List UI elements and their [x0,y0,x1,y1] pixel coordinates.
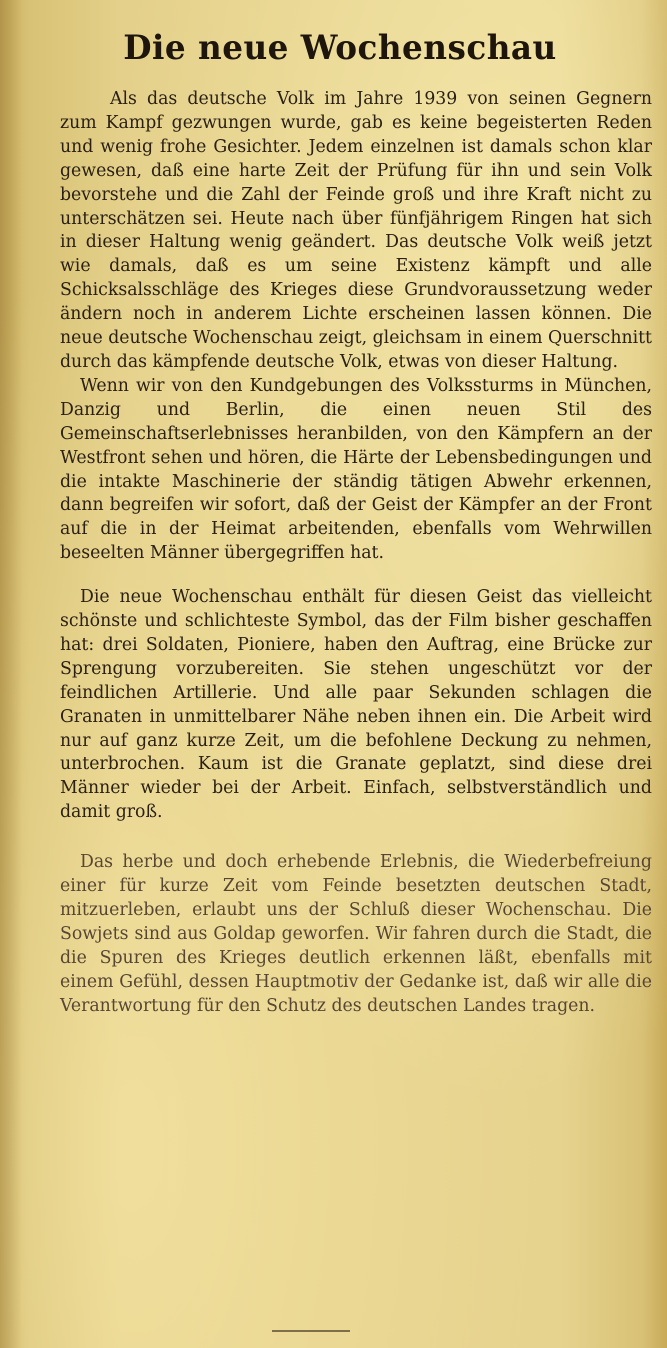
article-paragraph-2: Wenn wir von den Kundgebungen des Volkssturms in München, Danzig und Berlin, die einen neuen Stil des Gemeinschaftserlebnisses heranbilden, von den Kämpfern an der Westfront sehen und hören, die Härte der Lebensbedingungen und die intakte Maschinerie der ständig tätigen Abwehr erkennen, dann begreifen wir sofort, daß der Geist der Kämpfer an der Front auf die in der Heimat arbeitenden, ebenfalls vom Wehrwillen beseelten Männer übergegriffen hat. [60,375,652,564]
article-body [60,88,652,1019]
paper-shadow-edge [0,0,22,1348]
article-paragraph-4: Das herbe und doch erhebende Erlebnis, die Wiederbefreiung einer für kurze Zeit vom Feinde besetzten deutschen Stadt, mitzuerleben, erlaubt uns der Schluß dieser Wochenschau. Die Sowjets sind aus Goldap geworfen. Wir fahren durch die Stadt, die die Spuren des Krieges deutlich erkennen läßt, ebenfalls mit einem Gefühl, dessen Hauptmotiv der Gedanke ist, daß wir alle die Verantwortung für den Schutz des deutschen Landes tragen. [60,852,652,1016]
article-headline: Die neue Wochenschau [123,28,557,68]
end-rule-divider [272,1330,350,1332]
article-paragraph-1: Als das deutsche Volk im Jahre 1939 von seinen Gegnern zum Kampf gezwungen wurde, gab es keine begeisterten Reden und wenig frohe Gesichter. Jedem einzelnen ist damals schon klar gewesen, daß eine harte Zeit der Prüfung für ihn und sein Volk bevorstehe und die Zahl der Feinde groß und ihre Kraft nicht zu unterschätzen sei. Heute nach über fünfjährigem Ringen hat sich in dieser Haltung wenig geändert. Das deutsche Volk weiß jetzt wie damals, daß es um seine Existenz kämpft und alle Schicksalsschläge des Krieges diese Grundvoraussetzung weder ändern noch in anderem Lichte erscheinen lassen können. Die neue deutsche Wochenschau zeigt, gleichsam in einem Querschnitt durch das kämpfende deutsche Volk, etwas von dieser Haltung. [60,89,652,372]
article-paragraph-3: Die neue Wochenschau enthält für diesen Geist das vielleicht schönste und schlichteste Symbol, das der Film bisher geschaffen hat: drei Soldaten, Pioniere, haben den Auftrag, eine Brücke zur Sprengung vorzubereiten. Sie stehen ungeschützt vor der feindlichen Artillerie. Und alle paar Sekunden schlagen die Granaten in unmittelbarer Nähe neben ihnen ein. Die Arbeit wird nur auf ganz kurze Zeit, um die befohlene Deckung zu nehmen, unterbrochen. Kaum ist die Granate geplatzt, sind diese drei Männer wieder bei der Arbeit. Einfach, selbstverständlich und damit groß. [60,587,652,823]
